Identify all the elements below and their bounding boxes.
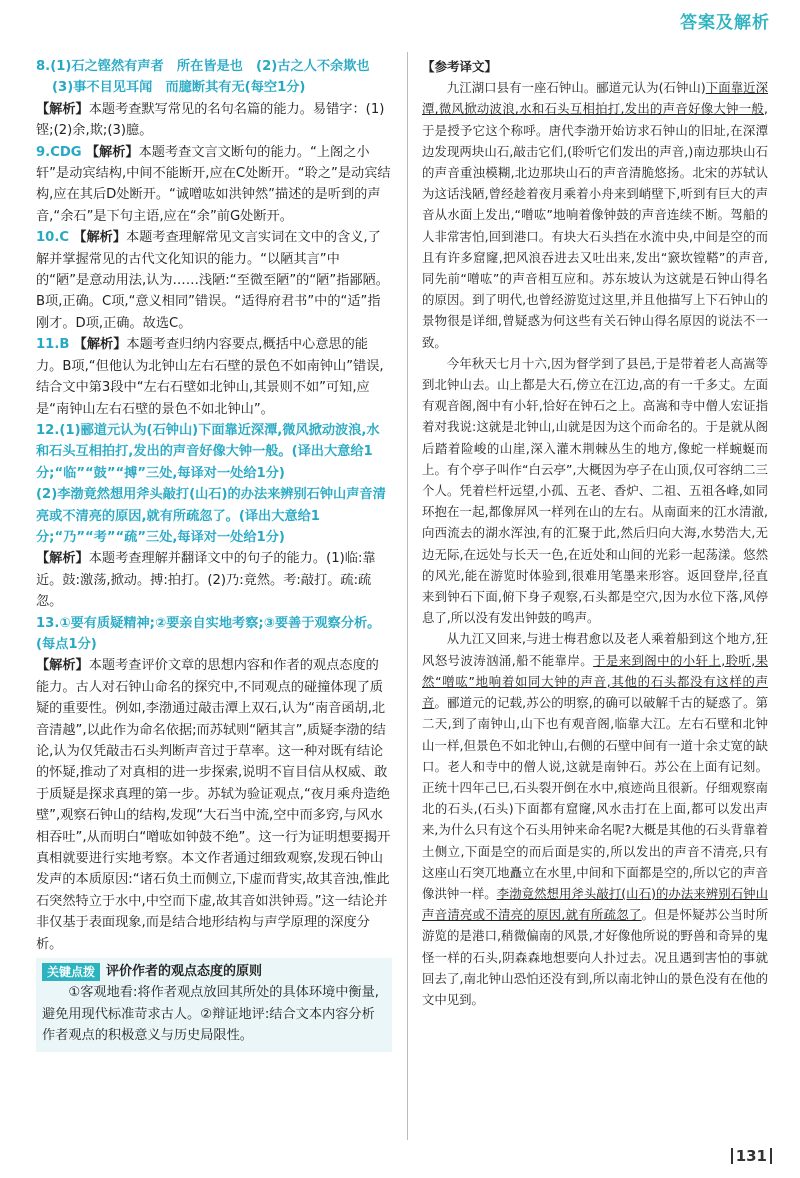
question-number: 10.	[36, 230, 60, 246]
right-column	[422, 56, 768, 1010]
analysis-tag: 【解析】	[73, 337, 127, 353]
analysis-tag: 【解析】	[36, 101, 89, 117]
question-11	[36, 334, 392, 420]
answer-line-1: (1)石之铿然有声者 所在皆是也 (2)古之人不余欺也	[50, 59, 370, 74]
question-number: 9.	[36, 144, 51, 160]
analysis-text: 本题考查文言文断句的能力。“上阁之小轩”是动宾结构,中间不能断开,应在C处断开。“聆之”是动宾结构,应在其后D处断开。“诚噌吰如洪钟然”描述的是听到的声音,“余石”是下句主语,应在“余”前G处断开。	[36, 144, 391, 224]
question-13	[36, 613, 392, 956]
answer: C	[59, 230, 70, 246]
tips-badge: 关键点拨	[42, 963, 100, 981]
question-9	[36, 142, 392, 228]
analysis-tag: 【解析】	[36, 551, 89, 567]
analysis-text: 本题考查归纳内容要点,概括中心意思的能力。B项,“但他认为北钟山左右石壁的景色不如南钟山”错误,结合文中第3段中“左右石壁如北钟山,其景则不如”可知,应是“南钟山左右石壁的景色不如北钟山”。	[36, 337, 384, 417]
answer-1: (1)郦道元认为(石钟山)下面靠近深潭,微风掀动波浪,水和石头互相拍打,发出的声音好像大钟一般。(译出大意给1分;“临”“鼓”“搏”三处,每译对一处给1分)	[36, 422, 380, 481]
analysis-text: 本题考查默写常见的名句名篇的能力。易错字：(1)铿;(2)余,欺;(3)臆。	[36, 101, 385, 139]
tips-title: 评价作者的观点态度的原则	[106, 964, 263, 980]
text-segment: 。郦道元的记载,苏公的明察,的确可以破解千古的疑惑了。第二天,到了南钟山,山下也有观音阁,临靠大江。左右石壁和北钟山一样,但景色不如北钟山,右侧的石壁中间有一道十余丈宽的缺口。老人和寺中的僧人说,这就是南钟石。苏公在上面有记刻。正统十四年己巳,石头裂开倒在水中,痕迹尚且很新。仔细观察南北的石头,(石头)下面都有窟窿,风水击打在上面,都可以发出声来,为什么只有这个石头用钟来命名呢?大概是其他的石头背靠着土侧立,下面是空的而后面是实的,所以发出的声音不清亮,只有这座山石突兀地矗立在水里,中间和下面都是空的,所以它的声音像洪钟一样。	[422, 695, 768, 901]
underlined-segment: 下面靠近深潭,微风掀动波浪,水和石头互相拍打,发出的声音好像大钟一般	[422, 80, 768, 117]
key-tips-box	[36, 958, 392, 1052]
question-10	[36, 227, 392, 334]
question-number: 11.	[36, 337, 60, 353]
translation-paragraph-3	[422, 628, 768, 1010]
text-segment: 九江湖口县有一座石钟山。郦道元认为(石钟山)	[446, 80, 706, 96]
page-number: 131	[731, 1148, 772, 1164]
question-12	[36, 420, 392, 613]
answer: CDG	[50, 144, 82, 160]
answer: B	[59, 337, 70, 353]
analysis-text: 本题考查评价文章的思想内容和作者的观点态度的能力。古人对石钟山命名的探究中,不同观点的碰撞体现了质疑的重要性。例如,李渤通过敲击潭上双石,认为“南音函胡,北音清越”,以此作为命名依据;而苏轼则“陋其言”,质疑李渤的结论,认为仅凭敲击石头判断声音过于草率。这一种对既有结论的怀疑,推动了对真相的进一步探索,说明不盲目信从权威、敢于质疑是探求真理的第一步。苏轼为验证观点,“夜月乘舟造绝壁”,观察石钟山的结构,发现“大石当中流,空中而多窍,与风水相吞吐”,从而明白“噌吰如钟鼓不绝”。这一行为证明想要揭开真相就要进行实地考察。本文作者通过细致观察,发现石钟山发声的本质原因:“诸石负土而侧立,下虚而背实,故其音浊,惟此石突然特立于水中,中空而下虚,故其音如洪钟焉。”这一结论并非仅基于表面现象,而是结合地形结构与声学原理的深度分析。	[36, 658, 391, 952]
analysis-tag: 【解析】	[73, 230, 127, 246]
answer: ①要有质疑精神;②要亲自实地考察;③要善于观察分析。(每点1分)	[36, 615, 381, 652]
text-segment: 。但是怀疑苏公当时所游览的是港口,稍微偏南的风景,才好像他所说的野兽和奇异的鬼怪一样的石头,阴森森地想要向人扑过去。况且遇到害怕的事就回去了,南北钟山恐怕还没有到,所以南北钟山的景色没有在他的文中见到。	[422, 907, 768, 1007]
column-divider	[407, 52, 408, 1140]
reference-translation-title: 【参考译文】	[422, 59, 498, 74]
tips-body: ①客观地看:将作者观点放回其所处的具体环境中衡量,避免用现代标准苛求古人。②辩证地评:结合文本内容分析作者观点的积极意义与历史局限性。	[42, 985, 379, 1044]
translation-paragraph-1	[422, 77, 768, 353]
question-number: 13.	[36, 615, 60, 631]
answer-2: (2)李渤竟然想用斧头敲打(山石)的办法来辨别石钟山声音清亮或不清亮的原因,就有所疏忽了。(译出大意给1分;“乃”“考”“疏”三处,每译对一处给1分)	[36, 487, 386, 545]
translation-paragraph-2: 今年秋天七月十六,因为督学到了县邑,于是带着老人高嵩等到北钟山去。山上都是大石,傍立在江边,高的有一千多丈。左面有观音阁,阁中有小轩,恰好在钟石之上。高嵩和寺中僧人宏证指着对我说:这就是北钟山,山就是因为这个而命名的。于是就从阁后踏着险峻的山崖,深入灌木荆棘丛生的地方,像蛇一样蜿蜒而上。有个亭子叫作“白云亭”,大概因为亭子在山顶,仅可容纳二三个人。凭着栏杆远望,小孤、五老、香炉、二祖、五祖各峰,如同环抱在一起,都像屏风一样列在山的左右。从南面来的江水清澈,向西流去的湖水浑浊,有的汇聚于此,然后归向大海,水势浩大,无边无际,在远处与长天一色,在近处和山间的光彩一起荡漾。悠然的风光,能在游览时体验到,很难用笔墨来形容。返回登岸,径直来到钟石下面,俯下身子观察,石头都是空穴,因为水位下落,风停息了,所以没有发出钟鼓的鸣声。	[422, 355, 768, 626]
analysis-tag: 【解析】	[36, 658, 89, 674]
analysis-text: 本题考查理解并翻译文中的句子的能力。(1)临:靠近。鼓:激荡,掀动。搏:拍打。(2)乃:竟然。考:敲打。疏:疏忽。	[36, 551, 376, 610]
left-column	[36, 56, 392, 1052]
question-number: 8.	[36, 59, 51, 74]
text-segment: ,于是授予它这个称呼。唐代李渤开始访求石钟山的旧址,在深潭边发现两块山石,敲击它们,(聆听它们发出的声音,)南边那块山石的声音重浊模糊,北边那块山石的声音清脆悠扬。北宋的苏轼认为这话浅陋,曾经趁着夜月乘着小舟来到峭壁下,听到有巨大的声音从水面上发出,“噌吰”地响着像钟鼓的声音连续不断。驾船的人非常害怕,回到港口。有块大石头挡在水流中央,中间是空的而且有许多窟窿,把风浪吞进去又吐出来,发出“窾坎镗鞳”的声音,同先前“噌吰”的声音相互应和。苏东坡认为这就是石钟山得名的原因。到了明代,也曾经游览过这里,并且他描写上下石钟山的景物很是详细,曾疑惑为何这些有关石钟山得名原因的说法不一致。	[422, 101, 768, 350]
underlined-segment: 于是来到阁中的小轩上,聆听,果然“噌吰”地响着如同大钟的声音,其他的石头都没有这样的声音	[422, 652, 768, 711]
question-number: 12.	[36, 422, 60, 438]
analysis-tag: 【解析】	[85, 144, 139, 160]
header-title: 答案及解析	[680, 13, 770, 33]
underlined-segment: 李渤竟然想用斧头敲打(山石)的办法来辨别石钟山声音清亮或不清亮的原因,就有所疏忽了	[422, 885, 769, 923]
analysis-text: 本题考查理解常见文言实词在文中的含义,了解并掌握常见的古代文化知识的能力。“以陋其言”中的“陋”是意动用法,认为……浅陋:“至微至陋”的“陋”指鄙陋。B项,正确。C项,“意义相同”错误。“适得府君书”中的“适”指刚才。D项,正确。故选C。	[36, 230, 389, 331]
tips-header	[42, 961, 386, 982]
text-segment: 从九江又回来,与进士梅君愈以及老人乘着船到这个地方,狂风怒号波涛汹涌,船不能靠岸。	[422, 631, 768, 668]
question-8	[36, 56, 392, 142]
answer-line-2: (3)事不目见耳闻 而臆断其有无(每空1分)	[52, 80, 306, 96]
